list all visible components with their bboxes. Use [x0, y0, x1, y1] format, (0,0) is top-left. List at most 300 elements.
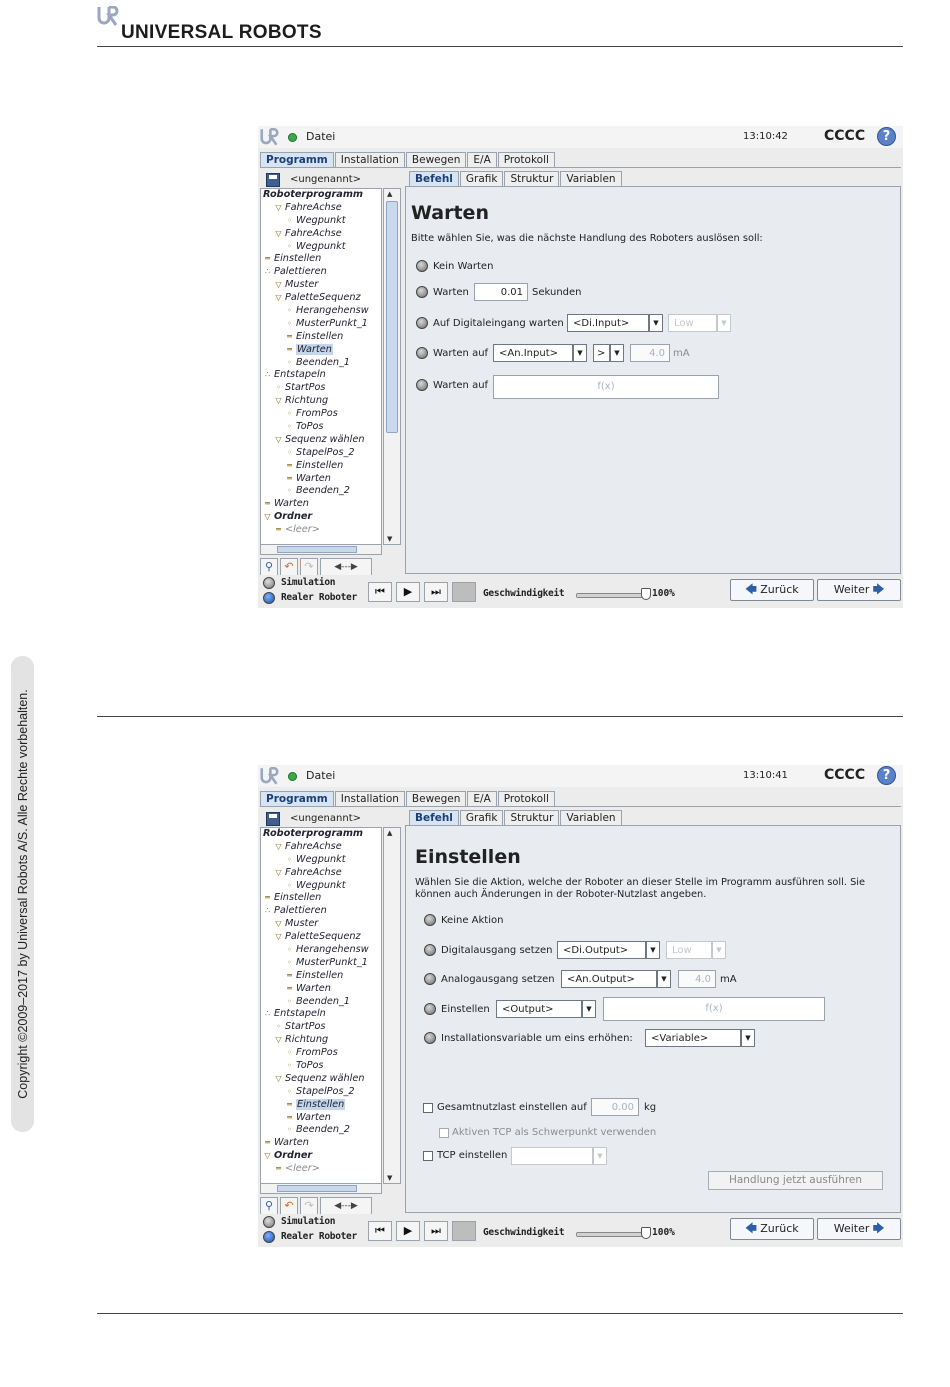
- tree-node[interactable]: [261, 189, 381, 202]
- tree-node[interactable]: [261, 382, 381, 395]
- tree-node[interactable]: [261, 318, 381, 331]
- unit-label: kg: [644, 1102, 657, 1113]
- tree-node-label: Warten: [296, 982, 331, 994]
- radio-simulation[interactable]: [263, 1216, 275, 1228]
- tree-set-icon: ═: [265, 254, 270, 264]
- tree-pallet-icon: ∴: [264, 370, 271, 380]
- tree-wp-icon: ◦: [287, 241, 292, 251]
- radio-no-wait[interactable]: [416, 260, 428, 272]
- speed-slider-fill: [577, 594, 647, 597]
- stop-icon[interactable]: [452, 582, 476, 602]
- main-tabs: [260, 152, 556, 167]
- tree-pallet-icon: ∴: [264, 267, 271, 277]
- radio-wait-expression[interactable]: [416, 379, 428, 391]
- robot-name: CCCC: [824, 767, 866, 783]
- tab-graphics[interactable]: Grafik: [460, 171, 504, 186]
- speed-value: 100%: [652, 588, 675, 599]
- tree-move-icon: ▽: [275, 919, 282, 929]
- tree-node-label: <leer>: [285, 524, 320, 536]
- chevron-down-icon[interactable]: ▼: [573, 344, 587, 362]
- play-icon[interactable]: ▶: [396, 582, 420, 602]
- option-label: Einstellen: [441, 1004, 490, 1015]
- tab-installation[interactable]: Installation: [335, 791, 405, 806]
- tab-program[interactable]: Programm: [260, 791, 334, 806]
- brand-name: UNIVERSAL ROBOTS: [121, 22, 322, 43]
- tree-move-icon: ▽: [275, 867, 282, 877]
- tree-node-label: PaletteSequenz: [285, 931, 361, 943]
- tree-node[interactable]: [261, 1163, 381, 1176]
- tree-node[interactable]: [261, 983, 381, 996]
- unit-label: Sekunden: [532, 287, 582, 298]
- tree-node[interactable]: [261, 1124, 381, 1137]
- speed-slider-fill: [577, 1233, 647, 1236]
- scroll-thumb[interactable]: [386, 201, 398, 433]
- chevron-down-icon[interactable]: ▼: [657, 970, 671, 988]
- tcp-cog-checkbox[interactable]: [439, 1128, 449, 1138]
- next-label: Weiter: [833, 583, 870, 596]
- wait-seconds-input[interactable]: 0.01: [474, 283, 528, 301]
- undo-icon[interactable]: ↶: [280, 1197, 298, 1215]
- tab-structure[interactable]: Struktur: [504, 810, 559, 825]
- chevron-down-icon[interactable]: ▼: [712, 941, 726, 959]
- clock: 13:10:42: [743, 131, 788, 142]
- tree-node-label: Beenden_1: [296, 356, 350, 368]
- tree-wp-icon: ◦: [287, 945, 292, 955]
- tree-move-icon: ▽: [275, 932, 282, 942]
- tcp-select[interactable]: [511, 1147, 593, 1165]
- tree-node[interactable]: [261, 202, 381, 215]
- scroll-down-icon[interactable]: ▼: [387, 535, 393, 543]
- help-icon[interactable]: ?: [877, 127, 896, 146]
- tree-node[interactable]: [261, 957, 381, 970]
- tree-node[interactable]: [261, 279, 381, 292]
- option-label: Warten auf: [433, 380, 489, 391]
- tab-io[interactable]: E/A: [467, 152, 496, 167]
- search-icon[interactable]: ⚲: [260, 558, 278, 576]
- analog-output-select[interactable]: <An.Output>: [561, 970, 657, 988]
- expression-input[interactable]: f(x): [493, 375, 719, 399]
- expression-input[interactable]: f(x): [603, 997, 825, 1021]
- panel-description: Wählen Sie die Aktion, welche der Roboter an dieser Stelle im Programm ausführen soll. Sie können auch Änderungen in der Roboter-Nutzlast angeben.: [415, 877, 866, 900]
- scroll-thumb[interactable]: [277, 1185, 357, 1192]
- analog-input-select[interactable]: <An.Input>: [493, 344, 573, 362]
- radio-wait-time[interactable]: [416, 286, 428, 298]
- screenshot-wait: [258, 126, 903, 608]
- chevron-down-icon[interactable]: ▼: [593, 1147, 607, 1165]
- tree-node-label: PaletteSequenz: [285, 292, 361, 304]
- radio-simulation[interactable]: [263, 577, 275, 589]
- tree-wp-icon: ◦: [276, 383, 281, 393]
- digital-input-select[interactable]: <Di.Input>: [567, 314, 649, 332]
- step-icon[interactable]: ⏭: [424, 582, 448, 602]
- tree-node[interactable]: [261, 241, 381, 254]
- tcp-checkbox[interactable]: [423, 1151, 433, 1161]
- speed-slider-knob[interactable]: [641, 588, 651, 600]
- tree-node-label: StartPos: [285, 1021, 326, 1033]
- program-tree[interactable]: [260, 827, 382, 1184]
- tree-wp-icon: ◦: [276, 1022, 281, 1032]
- tree-node-label: Palettieren: [274, 266, 327, 278]
- tree-set-icon: ═: [265, 893, 270, 903]
- tree-node[interactable]: [261, 215, 381, 228]
- tree-pallet-icon: ∴: [264, 1009, 271, 1019]
- tree-node[interactable]: [261, 828, 381, 841]
- header-divider: [97, 46, 903, 47]
- tree-wp-icon: ◦: [287, 1086, 292, 1096]
- chevron-down-icon[interactable]: ▼: [741, 1029, 755, 1047]
- scroll-down-icon[interactable]: ▼: [387, 1174, 393, 1182]
- execute-now-button[interactable]: Handlung jetzt ausführen: [708, 1171, 883, 1190]
- analog-operator-select[interactable]: >: [593, 344, 610, 362]
- radio-real-robot[interactable]: [263, 592, 275, 604]
- tab-installation[interactable]: Installation: [335, 152, 405, 167]
- undo-icon[interactable]: ↶: [280, 558, 298, 576]
- unit-label: mA: [673, 348, 690, 359]
- tree-move-icon: ▽: [264, 512, 271, 522]
- command-panel: [405, 186, 901, 574]
- screenshot-set: [258, 765, 903, 1247]
- panel-description: Bitte wählen Sie, was die nächste Handlung des Roboters auslösen soll:: [411, 233, 763, 244]
- tree-node[interactable]: [261, 944, 381, 957]
- back-button[interactable]: [730, 579, 814, 601]
- radio-digital-output[interactable]: [424, 944, 436, 956]
- tree-horizontal-scrollbar[interactable]: [260, 1183, 382, 1194]
- back-label: Zurück: [760, 583, 799, 596]
- tree-node[interactable]: [261, 892, 381, 905]
- tree-node[interactable]: [261, 1099, 381, 1112]
- tree-node-label: StapelPos_2: [296, 446, 355, 458]
- option-label: Auf Digitaleingang warten: [433, 318, 564, 329]
- tree-node[interactable]: [261, 473, 381, 486]
- program-name: <ungenannt>: [290, 813, 361, 824]
- tree-node[interactable]: [261, 880, 381, 893]
- tree-node[interactable]: [261, 447, 381, 460]
- tree-wp-icon: ◦: [287, 1048, 292, 1058]
- redo-icon[interactable]: ↷: [300, 558, 318, 576]
- analog-value-input[interactable]: 4.0: [630, 344, 670, 362]
- tree-move-icon: ▽: [275, 293, 282, 303]
- tree-node-label: FahreAchse: [285, 201, 342, 213]
- tree-node[interactable]: [261, 1021, 381, 1034]
- tab-log[interactable]: Protokoll: [498, 152, 555, 167]
- rewind-icon[interactable]: ⏮: [368, 582, 392, 602]
- tree-wp-icon: ◦: [287, 409, 292, 419]
- tree-node[interactable]: [261, 498, 381, 511]
- next-label: Weiter: [833, 1222, 870, 1235]
- tree-node[interactable]: [261, 395, 381, 408]
- tree-node[interactable]: [261, 1137, 381, 1150]
- tree-node-label: Palettieren: [274, 905, 327, 917]
- tree-node[interactable]: [261, 1047, 381, 1060]
- option-label: Keine Aktion: [441, 915, 504, 926]
- speed-slider[interactable]: [576, 1232, 648, 1237]
- tree-node-label: FahreAchse: [285, 227, 342, 239]
- option-label: Kein Warten: [433, 261, 494, 272]
- tab-variables[interactable]: Variablen: [560, 171, 621, 186]
- tree-wp-icon: ◦: [287, 854, 292, 864]
- save-icon[interactable]: [266, 173, 280, 187]
- title-bar: [258, 126, 903, 148]
- file-menu[interactable]: Datei: [306, 130, 336, 143]
- tree-node-label: ToPos: [296, 1060, 324, 1072]
- ur-logo-icon: [260, 128, 279, 146]
- tree-node[interactable]: [261, 1060, 381, 1073]
- tree-move-icon: ▽: [275, 1073, 282, 1083]
- tree-set-icon: ═: [276, 1164, 281, 1174]
- tree-node-label: Wegpunkt: [296, 879, 346, 891]
- tree-node-label: Entstapeln: [274, 369, 326, 381]
- search-icon[interactable]: ⚲: [260, 1197, 278, 1215]
- tree-node[interactable]: [261, 841, 381, 854]
- option-label: Warten: [433, 287, 469, 298]
- rewind-icon[interactable]: ⏮: [368, 1221, 392, 1241]
- back-button[interactable]: [730, 1218, 814, 1240]
- radio-no-action[interactable]: [424, 914, 436, 926]
- tree-node-label: Beenden_2: [296, 1124, 350, 1136]
- tree-node[interactable]: [261, 408, 381, 421]
- tree-move-icon: ▽: [275, 1035, 282, 1045]
- digital-level-select[interactable]: Low: [666, 941, 712, 959]
- tree-node[interactable]: [261, 1086, 381, 1099]
- arrow-right-icon: 🡆: [872, 583, 885, 596]
- tree-move-icon: ▽: [275, 396, 282, 406]
- tree-node[interactable]: [261, 485, 381, 498]
- status-ok-icon: [288, 133, 297, 142]
- tab-io[interactable]: E/A: [467, 791, 496, 806]
- tree-node-label: Herangehensw: [296, 305, 369, 317]
- tree-set-icon: ═: [265, 499, 270, 509]
- tree-node-label: Einstellen: [296, 459, 344, 471]
- help-icon[interactable]: ?: [877, 766, 896, 785]
- tree-set-icon: ═: [287, 1112, 292, 1122]
- sub-tabs: [409, 171, 623, 186]
- tree-node-label: Beenden_1: [296, 995, 350, 1007]
- tree-node[interactable]: [261, 905, 381, 918]
- tree-node[interactable]: [261, 228, 381, 241]
- tree-set-icon: ═: [287, 473, 292, 483]
- tree-node-label: Roboterprogramm: [263, 828, 364, 839]
- tree-set-icon: ═: [287, 983, 292, 993]
- output-select[interactable]: <Output>: [496, 1000, 582, 1018]
- tree-node-label: Wegpunkt: [296, 240, 346, 252]
- radio-wait-digital[interactable]: [416, 317, 428, 329]
- tree-node[interactable]: [261, 524, 381, 537]
- tree-node-label: Warten: [297, 343, 332, 355]
- tree-set-icon: ═: [276, 525, 281, 535]
- tab-graphics[interactable]: Grafik: [460, 810, 504, 825]
- redo-icon[interactable]: ↷: [300, 1197, 318, 1215]
- chevron-down-icon[interactable]: ▼: [717, 314, 731, 332]
- file-menu[interactable]: Datei: [306, 769, 336, 782]
- scroll-up-icon[interactable]: ▲: [387, 829, 393, 837]
- footer-divider: [97, 1313, 903, 1314]
- tree-node-label: MusterPunkt_1: [296, 317, 368, 329]
- tree-node-label: Wegpunkt: [296, 853, 346, 865]
- tree-node[interactable]: [261, 1073, 381, 1086]
- program-name: <ungenannt>: [290, 174, 361, 185]
- tree-node[interactable]: [261, 1112, 381, 1125]
- payload-label: Gesamtnutzlast einstellen auf: [437, 1102, 587, 1113]
- tree-node-label: FahreAchse: [285, 840, 342, 852]
- tree-node[interactable]: [261, 931, 381, 944]
- tree-node-label: Ordner: [274, 511, 313, 523]
- tree-node-label: Richtung: [285, 1034, 329, 1046]
- tree-node-label: Sequenz wählen: [285, 433, 365, 445]
- command-panel: [405, 825, 901, 1213]
- speed-slider[interactable]: [576, 593, 648, 598]
- tree-set-icon: ═: [287, 460, 292, 470]
- tree-node-label: Warten: [296, 1111, 331, 1123]
- tree-node-label: Warten: [274, 498, 309, 510]
- tree-wp-icon: ◦: [287, 318, 292, 328]
- stop-icon[interactable]: [452, 1221, 476, 1241]
- tree-wp-icon: ◦: [287, 1061, 292, 1071]
- tree-node-label: StartPos: [285, 382, 326, 394]
- tree-node-label: StapelPos_2: [296, 1085, 355, 1097]
- tree-node-label: Wegpunkt: [296, 214, 346, 226]
- back-label: Zurück: [760, 1222, 799, 1235]
- tcp-label: TCP einstellen: [437, 1150, 508, 1161]
- chevron-down-icon[interactable]: ▼: [610, 344, 624, 362]
- tree-node-label: Herangehensw: [296, 944, 369, 956]
- scroll-up-icon[interactable]: ▲: [387, 190, 393, 198]
- unit-label: mA: [720, 974, 737, 985]
- tab-log[interactable]: Protokoll: [498, 791, 555, 806]
- speed-label: Geschwindigkeit: [483, 1227, 565, 1238]
- tree-nav-arrows[interactable]: ◀---▶: [320, 1197, 372, 1215]
- tree-wp-icon: ◦: [287, 447, 292, 457]
- tree-nav-arrows[interactable]: ◀---▶: [320, 558, 372, 576]
- tree-set-icon: ═: [287, 1099, 292, 1109]
- program-tree[interactable]: [260, 188, 382, 545]
- tree-node[interactable]: [261, 434, 381, 447]
- chevron-down-icon[interactable]: ▼: [582, 1000, 596, 1018]
- radio-analog-output[interactable]: [424, 973, 436, 985]
- tree-node-label: Muster: [285, 279, 319, 291]
- tcp-cog-label: Aktiven TCP als Schwerpunkt verwenden: [452, 1127, 657, 1138]
- tree-node-label: Einstellen: [274, 253, 322, 265]
- radio-increment-variable[interactable]: [424, 1032, 436, 1044]
- tree-node[interactable]: [261, 305, 381, 318]
- robot-name: CCCC: [824, 128, 866, 144]
- tree-node[interactable]: [261, 970, 381, 983]
- tree-node[interactable]: [261, 1150, 381, 1163]
- arrow-left-icon: 🡄: [745, 583, 757, 596]
- tree-horizontal-scrollbar[interactable]: [260, 544, 382, 555]
- tree-node-label: Warten: [274, 1137, 309, 1149]
- chevron-down-icon[interactable]: ▼: [646, 941, 660, 959]
- tab-structure[interactable]: Struktur: [504, 171, 559, 186]
- tree-node[interactable]: [261, 996, 381, 1009]
- tree-set-icon: ═: [265, 1138, 270, 1148]
- tree-node[interactable]: [261, 266, 381, 279]
- tree-node-label: Warten: [296, 472, 331, 484]
- clock: 13:10:41: [743, 770, 788, 781]
- chevron-down-icon[interactable]: ▼: [649, 314, 663, 332]
- tree-node[interactable]: [261, 421, 381, 434]
- play-icon[interactable]: ▶: [396, 1221, 420, 1241]
- tree-node[interactable]: [261, 1034, 381, 1047]
- tree-vertical-scrollbar[interactable]: [383, 827, 401, 1184]
- digital-output-select[interactable]: <Di.Output>: [557, 941, 646, 959]
- tree-node[interactable]: [261, 344, 381, 357]
- tree-node-label: Einstellen: [296, 969, 344, 981]
- tree-node[interactable]: [261, 1008, 381, 1021]
- step-icon[interactable]: ⏭: [424, 1221, 448, 1241]
- ur-logo-icon: [260, 767, 279, 785]
- tree-vertical-scrollbar[interactable]: [383, 188, 401, 545]
- tree-wp-icon: ◦: [287, 880, 292, 890]
- radio-wait-analog[interactable]: [416, 347, 428, 359]
- tree-node[interactable]: [261, 918, 381, 931]
- tab-move[interactable]: Bewegen: [406, 791, 467, 806]
- tree-wp-icon: ◦: [287, 486, 292, 496]
- tree-node[interactable]: [261, 511, 381, 524]
- footer-bar: [258, 1214, 903, 1247]
- tree-node[interactable]: [261, 460, 381, 473]
- tree-node[interactable]: [261, 867, 381, 880]
- tree-wp-icon: ◦: [287, 996, 292, 1006]
- payload-input[interactable]: 0.00: [591, 1098, 639, 1116]
- radio-real-robot[interactable]: [263, 1231, 275, 1243]
- payload-checkbox[interactable]: [423, 1103, 433, 1113]
- next-button[interactable]: [817, 1218, 901, 1240]
- tree-toolbar: [260, 1197, 372, 1215]
- option-label: Installationsvariable um eins erhöhen:: [441, 1033, 633, 1044]
- tab-command[interactable]: Befehl: [409, 810, 459, 825]
- tree-wp-icon: ◦: [287, 357, 292, 367]
- scroll-thumb[interactable]: [277, 546, 357, 553]
- tree-node[interactable]: [261, 253, 381, 266]
- main-tabs: [260, 791, 556, 806]
- tree-node[interactable]: [261, 369, 381, 382]
- tree-node-label: MusterPunkt_1: [296, 956, 368, 968]
- tree-node[interactable]: [261, 854, 381, 867]
- title-bar: [258, 765, 903, 787]
- tree-set-icon: ═: [287, 970, 292, 980]
- tree-node-label: FahreAchse: [285, 866, 342, 878]
- tree-node-label: FromPos: [296, 408, 338, 420]
- tree-wp-icon: ◦: [287, 422, 292, 432]
- next-button[interactable]: [817, 579, 901, 601]
- speed-value: 100%: [652, 1227, 675, 1238]
- arrow-left-icon: 🡄: [745, 1222, 757, 1235]
- tree-node[interactable]: [261, 331, 381, 344]
- digital-level-select[interactable]: Low: [668, 314, 717, 332]
- tab-program[interactable]: Programm: [260, 152, 334, 167]
- analog-value-input[interactable]: 4.0: [678, 970, 716, 988]
- variable-select[interactable]: <Variable>: [645, 1029, 741, 1047]
- tree-node[interactable]: [261, 292, 381, 305]
- speed-label: Geschwindigkeit: [483, 588, 565, 599]
- tree-wp-icon: ◦: [287, 306, 292, 316]
- tab-move[interactable]: Bewegen: [406, 152, 467, 167]
- tab-variables[interactable]: Variablen: [560, 810, 621, 825]
- tree-node-label: ToPos: [296, 421, 324, 433]
- arrow-right-icon: 🡆: [872, 1222, 885, 1235]
- simulation-label: Simulation: [281, 577, 336, 588]
- real-robot-label: Realer Roboter: [281, 1231, 357, 1242]
- save-icon[interactable]: [266, 812, 280, 826]
- tree-move-icon: ▽: [275, 280, 282, 290]
- tree-move-icon: ▽: [275, 228, 282, 238]
- tab-command[interactable]: Befehl: [409, 171, 459, 186]
- tree-set-icon: ═: [287, 344, 292, 354]
- radio-set-expression[interactable]: [424, 1003, 436, 1015]
- speed-slider-knob[interactable]: [641, 1227, 651, 1239]
- tree-move-icon: ▽: [264, 1151, 271, 1161]
- tree-node[interactable]: [261, 357, 381, 370]
